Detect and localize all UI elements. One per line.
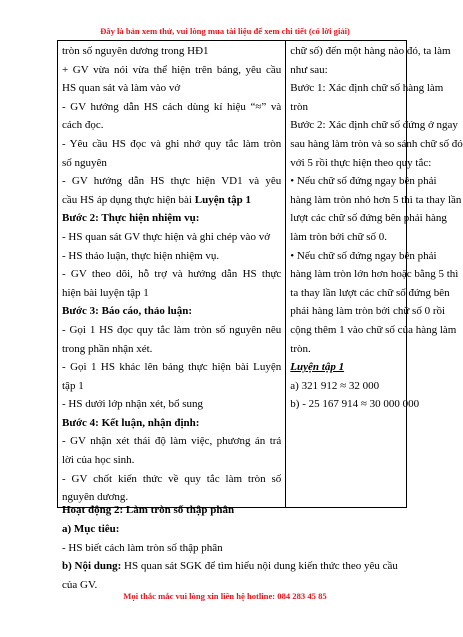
text-line: Bước 2: Xác định chữ số đứng ở ngay xyxy=(290,119,458,132)
text-line xyxy=(62,191,281,210)
activity-title: Hoạt động 2: Làm tròn số thập phân xyxy=(62,504,235,516)
text-line: trong phần nhận xét. xyxy=(62,342,153,355)
step-heading: Bước 2: Thực hiện nhiệm vụ: xyxy=(62,212,200,225)
text-line: Bước 1: Xác định chữ số hàng làm xyxy=(290,82,444,95)
text-line: làm tròn bởi chữ số 0. xyxy=(290,230,388,243)
text-line: như sau: xyxy=(290,63,328,76)
text-line: cách đọc. xyxy=(62,119,104,132)
text-line: hàng làm tròn lớn hơn hoặc bằng 5 thì xyxy=(290,268,459,281)
text-span: cầu HS áp dụng thực hiện bài xyxy=(62,193,195,206)
activity-2-section xyxy=(62,501,412,595)
step-heading: Bước 3: Báo cáo, thảo luận: xyxy=(62,305,193,318)
objective-heading: a) Mục tiêu: xyxy=(62,522,120,535)
text-line: - Yêu cầu HS đọc và ghi nhớ quy tắc làm tròn xyxy=(62,137,282,150)
text-line: ta thay lần lượt các chữ số đứng bên xyxy=(290,286,450,299)
text-line: - GV theo dõi, hỗ trợ và hướng dẫn HS thực xyxy=(62,268,282,281)
text-line: + GV vừa nói vừa thể hiện trên bảng, yêu cầu xyxy=(62,63,282,76)
text-line: - GV nhận xét thái độ làm việc, phương án trả xyxy=(62,435,282,448)
text-line: tập 1 xyxy=(62,379,84,392)
text-line: tròn số nguyên dương trong HĐ1 xyxy=(62,45,209,57)
content-heading: b) Nội dung: xyxy=(62,560,125,573)
text-line: của GV. xyxy=(62,579,98,592)
text-line: số nguyên xyxy=(62,156,107,169)
text-span: HS quan sát SGK để tìm hiểu nội dung kiến thức theo yêu cầu xyxy=(124,560,398,573)
exercise-heading: Luyện tập 1 xyxy=(290,361,345,374)
teacher-activity-column xyxy=(58,41,286,508)
lesson-table xyxy=(57,40,463,508)
text-line: chữ số) đến một hàng nào đó, ta làm xyxy=(290,45,451,57)
answer-a: a) 321 912 ≈ 32 000 xyxy=(290,379,380,392)
text-line: - Gọi 1 HS đọc quy tắc làm tròn số nguyên nêu xyxy=(62,323,282,336)
step-heading: Bước 4: Kết luận, nhận định: xyxy=(62,416,200,429)
text-line: - Gọi 1 HS khác lên bảng thực hiện bài Luyện xyxy=(62,361,282,374)
text-line: sau hàng làm tròn và so sánh chữ số đó xyxy=(290,137,463,150)
text-line: tròn. xyxy=(290,342,311,355)
exercise-ref: Luyện tập 1 xyxy=(194,193,251,206)
hotline-banner: Mọi thắc mắc vui lòng xin liên hệ hotline: 084 283 45 85 xyxy=(123,591,327,601)
text-line: - HS quan sát GV thực hiện và ghi chép vào vở xyxy=(62,230,271,243)
text-line: - HS dưới lớp nhận xét, bổ sung xyxy=(62,398,204,411)
text-line: với 5 rồi thực hiện theo quy tắc: xyxy=(290,156,432,169)
text-line: lời của học sinh. xyxy=(62,454,135,467)
bullet-line: • Nếu chữ số đứng ngay bên phải xyxy=(290,249,437,262)
text-line: HS quan sát và làm vào vở xyxy=(62,82,181,95)
text-line: - GV hướng dẫn HS thực hiện VD1 và yêu xyxy=(62,175,282,188)
text-line: lượt các chữ số đứng bên phải hàng xyxy=(290,212,447,225)
answer-b: b) - 25 167 914 ≈ 30 000 000 xyxy=(290,398,420,411)
bullet-line: • Nếu chữ số đứng ngay bên phải xyxy=(290,175,437,188)
text-line: - GV hướng dẫn HS cách dùng kí hiệu “≈” và xyxy=(62,100,282,113)
text-line xyxy=(62,557,412,576)
text-line: nguyên dương. xyxy=(62,491,129,504)
text-line: - HS thảo luận, thực hiện nhiệm vụ. xyxy=(62,249,220,262)
product-column xyxy=(286,41,463,508)
text-line: tròn xyxy=(290,100,309,113)
text-line: - GV chốt kiến thức về quy tắc làm tròn số xyxy=(62,472,282,485)
text-line: cộng thêm 1 vào chữ số của hàng làm xyxy=(290,323,457,336)
preview-banner: Đây là bản xem thử, vui lòng mua tài liệu để xem chi tiết (có lời giải) xyxy=(100,26,350,36)
text-line: hiện bài luyện tập 1 xyxy=(62,286,149,299)
text-line: hàng làm tròn nhỏ hơn 5 thì ta thay lần xyxy=(290,193,462,206)
text-line: phải hàng làm tròn bởi chữ số 0 rồi xyxy=(290,305,446,318)
text-line: - HS biết cách làm tròn số thập phân xyxy=(62,541,223,554)
